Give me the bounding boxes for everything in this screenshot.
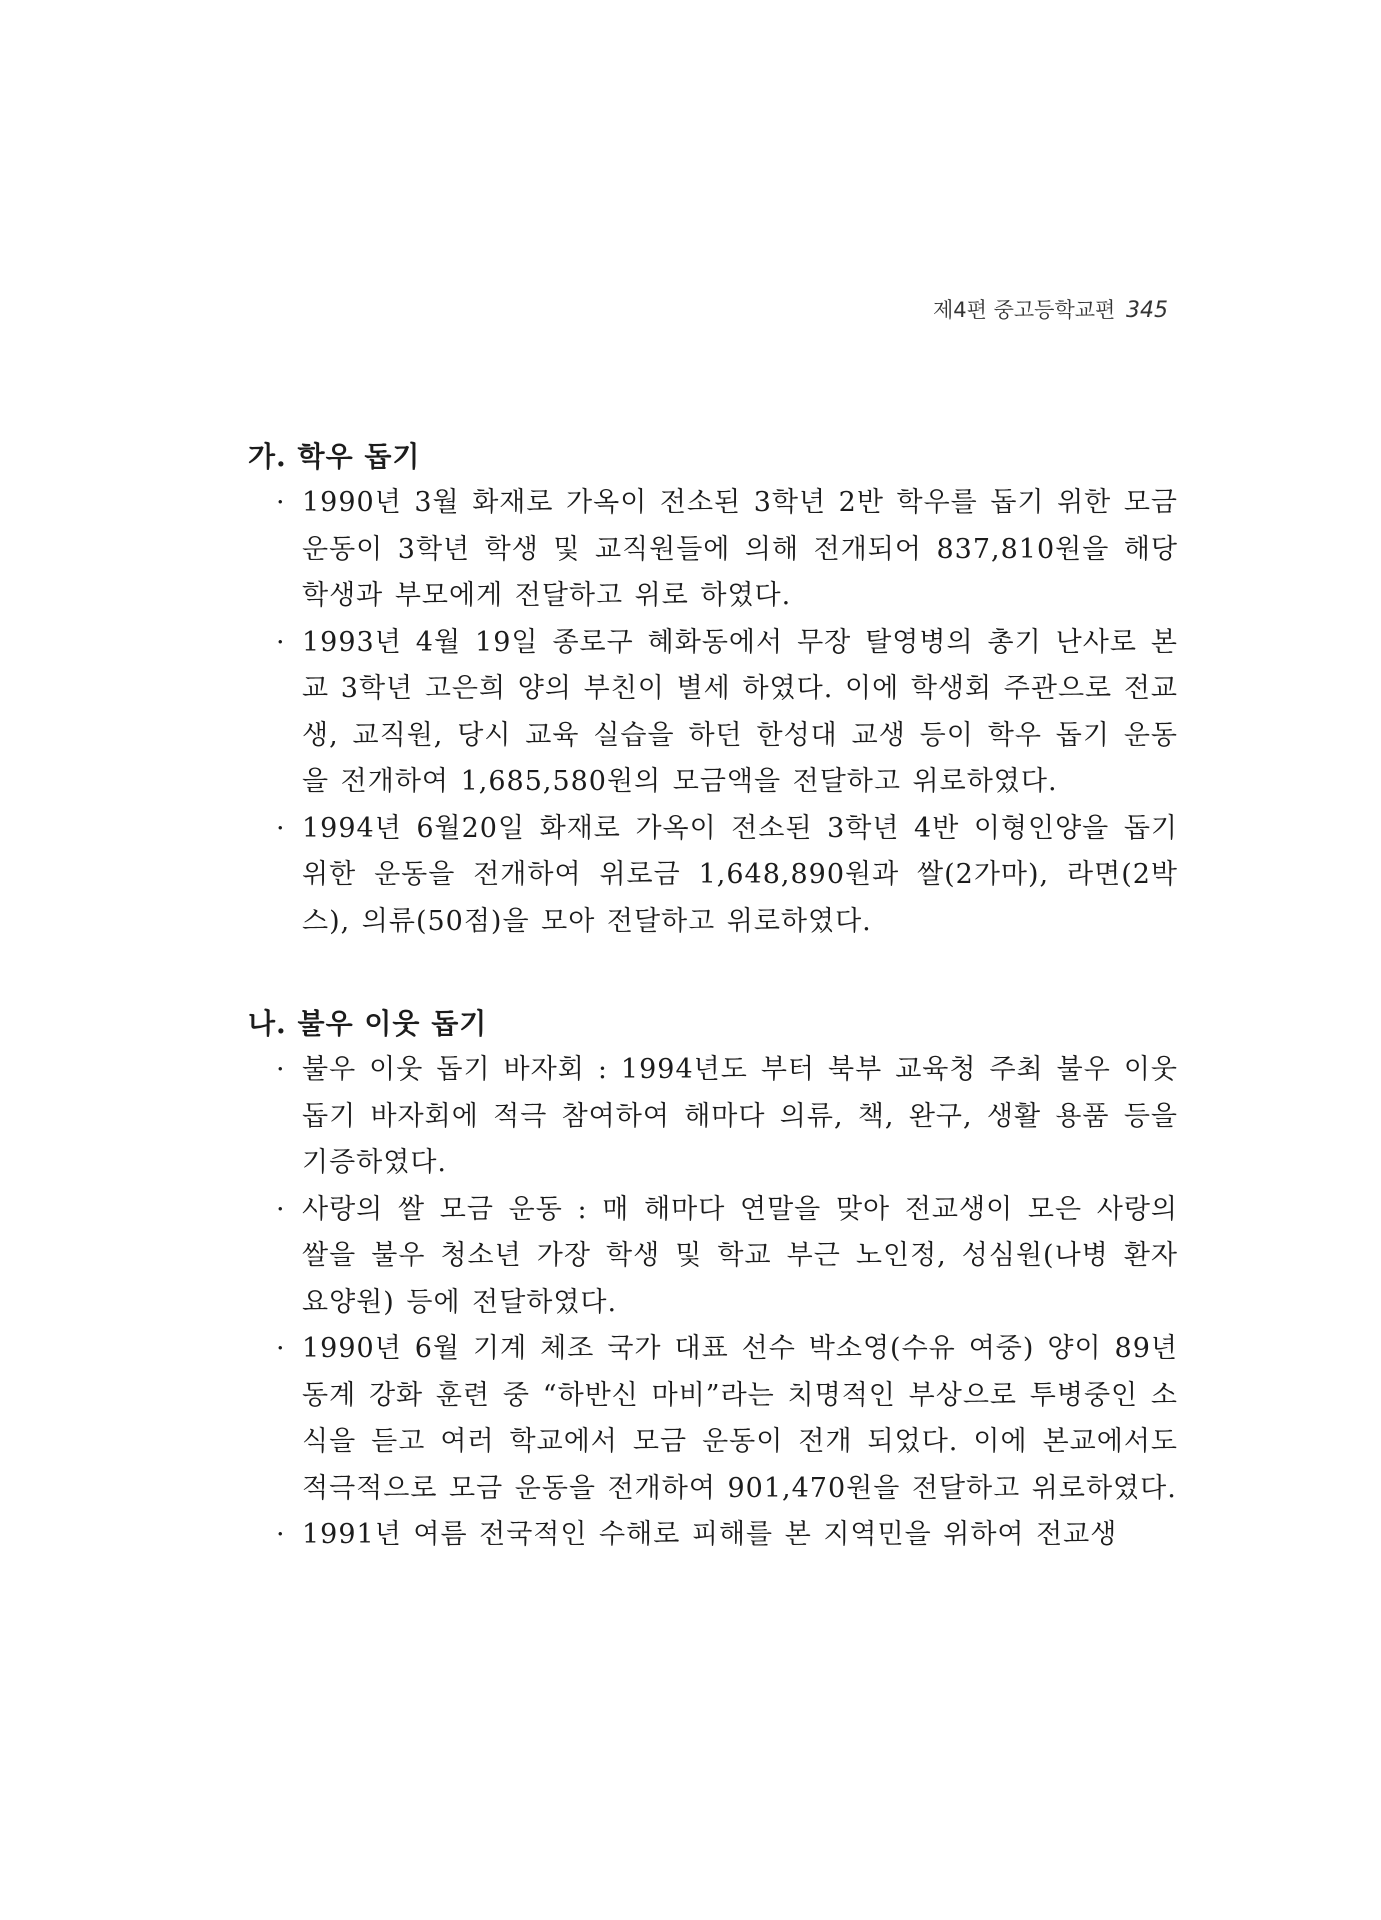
- section-helping-neighbors: [248, 1001, 1178, 1559]
- bullet-icon: ·: [276, 1054, 286, 1085]
- list-item-text: 사랑의 쌀 모금 운동 : 매 해마다 연말을 맞아 전교생이 모은 사랑의 쌀을 불우 청소년 가장 학생 및 학교 부근 노인정, 성심원(나병 환자 요양원) 등에 전달하였다.: [302, 1193, 1178, 1318]
- list-item-text: 1990년 6월 기계 체조 국가 대표 선수 박소영(수유 여중) 양이 89년 동계 강화 훈련 중 “하반신 마비”라는 치명적인 부상으로 투병중인 소식을 듣고 여러 학교에서 모금 운동이 전개 되었다. 이에 본교에서도 적극적으로 모금 운동을 전개하여 901,470원을 전달하고 위로하였다.: [302, 1333, 1178, 1504]
- section-title: 가. 학우 돕기: [248, 440, 421, 473]
- page-number: 345: [1126, 298, 1168, 323]
- page-content: [248, 434, 1178, 1559]
- list-item: [248, 1512, 1178, 1559]
- list-item: [248, 1326, 1178, 1512]
- list-item: [248, 480, 1178, 620]
- section-helping-classmates: [248, 434, 1178, 945]
- running-header: [933, 294, 1168, 324]
- list-item: [248, 806, 1178, 946]
- list-item-text: 1994년 6월20일 화재로 가옥이 전소된 3학년 4반 이형인양을 돕기 위한 운동을 전개하여 위로금 1,648,890원과 쌀(2가마), 라면(2박스), 의류(50점)을 모아 전달하고 위로하였다.: [302, 812, 1178, 937]
- list-item-text: 1993년 4월 19일 종로구 혜화동에서 무장 탈영병의 총기 난사로 본교 3학년 고은희 양의 부친이 별세 하였다. 이에 학생회 주관으로 전교생, 교직원, 당시 교육 실습을 하던 한성대 교생 등이 학우 돕기 운동을 전개하여 1,685,580원의 모금액을 전달하고 위로하였다.: [302, 626, 1178, 797]
- bullet-icon: ·: [276, 812, 286, 844]
- list-item-text: 1991년 여름 전국적인 수해로 피해를 본 지역민을 위하여 전교생: [302, 1519, 1118, 1550]
- bullet-icon: ·: [276, 487, 286, 518]
- list-item-text: 1990년 3월 화재로 가옥이 전소된 3학년 2반 학우를 돕기 위한 모금 운동이 3학년 학생 및 교직원들에 의해 전개되어 837,810원을 해당 학생과 부모에게 전달하고 위로 하였다.: [302, 487, 1178, 611]
- header-title: 제4편 중고등학교편: [932, 298, 1116, 322]
- bullet-icon: ·: [276, 1519, 286, 1550]
- section-title: 나. 불우 이웃 돕기: [248, 1007, 488, 1040]
- bullet-icon: ·: [276, 1193, 286, 1225]
- list-item: [248, 1187, 1178, 1327]
- bullet-icon: ·: [276, 626, 286, 658]
- list-item: [248, 1047, 1178, 1187]
- bullet-icon: ·: [276, 1333, 286, 1364]
- list-item-text: 불우 이웃 돕기 바자회 : 1994년도 부터 북부 교육청 주최 불우 이웃 돕기 바자회에 적극 참여하여 해마다 의류, 책, 완구, 생활 용품 등을 기증하였다.: [302, 1054, 1178, 1178]
- list-item: [248, 620, 1178, 806]
